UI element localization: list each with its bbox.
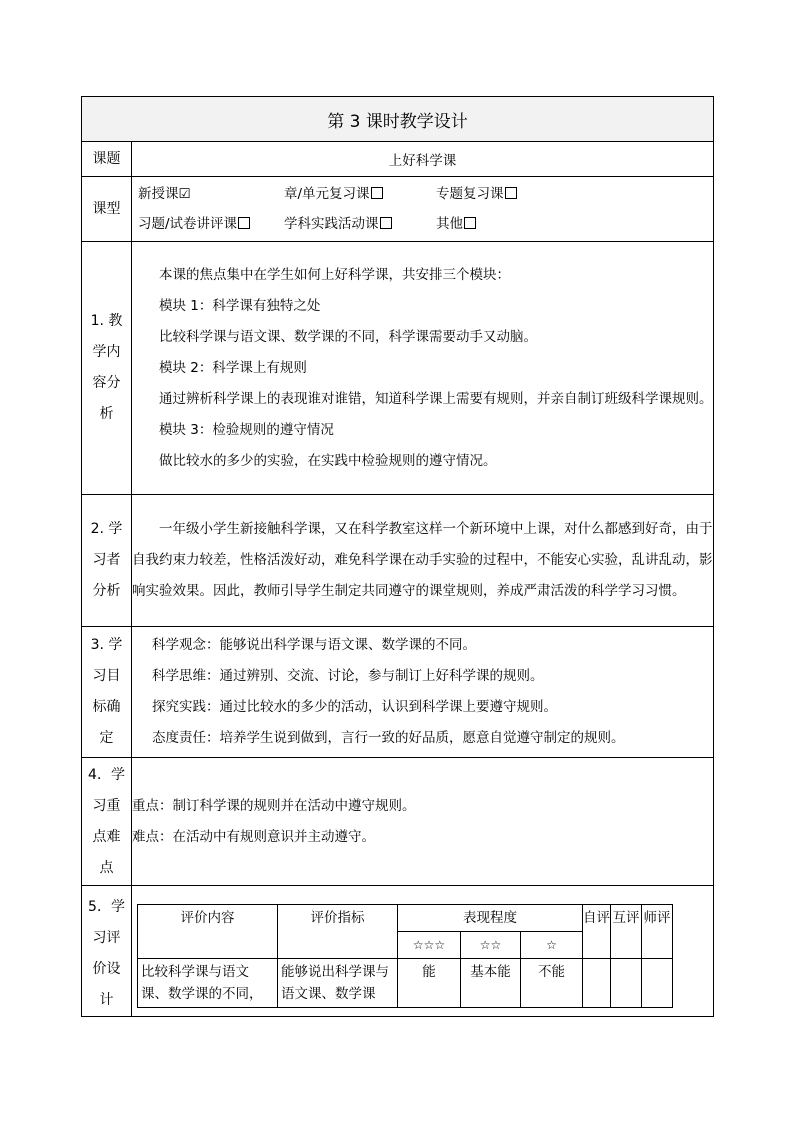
star-1-icon: ☆ <box>521 932 583 959</box>
difficulty-text: 难点：在活动中有规则意识并主动遵守。 <box>132 828 375 845</box>
eval-row-indicator: 能够说出科学课与语文课、数学课 <box>278 959 398 1008</box>
checkbox-icon <box>380 217 392 229</box>
lesson-plan-table <box>81 96 714 1017</box>
objectives-body <box>132 627 714 758</box>
eval-header-teacher: 师评 <box>642 905 673 959</box>
learner-paragraph: 一年级小学生新接触科学课，又在科学教室这样一个新环境中上课，对什么都感到好奇，由于自我约束力较差，性格活泼好动，难免科学课在动手实验的过程中，不能安心实验，乱讲乱动，影响实验效果。因此，教师引导学生制定共同遵守的课堂规则，养成严肃活泼的科学学习习惯。 <box>132 521 713 599</box>
eval-header-level: 表现程度 <box>398 905 583 932</box>
objectives-label: 3. 学习目标确定 <box>82 627 132 758</box>
key-points-label: 4．学习重点难点 <box>82 758 132 886</box>
objective-item: 科学思维：通过辨别、交流、讨论，参与制订上好科学课的规则。 <box>152 668 544 684</box>
document-title: 第 3 课时教学设计 <box>82 97 714 142</box>
evaluation-label: 5．学习评价设计 <box>82 886 132 1017</box>
evaluation-body <box>132 886 714 1017</box>
eval-row-level-1: 不能 <box>521 959 583 1008</box>
content-paragraph: 比较科学课与语文课、数学课的不同，科学课需要动手又动脑。 <box>159 328 537 345</box>
topic-value: 上好科学课 <box>132 142 714 177</box>
checkbox-icon <box>464 217 476 229</box>
content-paragraph: 本课的焦点集中在学生如何上好科学课，共安排三个模块： <box>159 266 510 283</box>
lesson-type-new: 新授课☑ <box>138 186 191 202</box>
eval-header-self: 自评 <box>583 905 611 959</box>
lesson-type-options <box>132 177 714 242</box>
content-paragraph: 通过辨析科学课上的表现谁对谁错，知道科学课上需要有规则，并亲自制订班级科学课规则。 <box>159 390 713 407</box>
eval-row-level-3: 能 <box>398 959 461 1008</box>
objective-item: 科学观念：能够说出科学课与语文课、数学课的不同。 <box>152 637 476 653</box>
content-analysis-label: 1. 教学内容分析 <box>82 242 132 495</box>
eval-header-peer: 互评 <box>611 905 642 959</box>
content-analysis-body <box>132 242 714 495</box>
eval-row-content: 比较科学课与语文课、数学课的不同， <box>138 959 278 1008</box>
checkbox-icon <box>238 217 250 229</box>
topic-label: 课题 <box>82 142 132 177</box>
content-paragraph: 模块 2：科学课上有规则 <box>159 359 307 376</box>
eval-row-peer[interactable] <box>611 959 642 1008</box>
content-paragraph: 模块 3：检验规则的遵守情况 <box>159 421 334 438</box>
learner-analysis-label: 2. 学习者分析 <box>82 495 132 627</box>
lesson-type-exercise: 习题/试卷讲评课 <box>138 209 284 239</box>
content-paragraph: 模块 1：科学课有独特之处 <box>159 297 321 314</box>
checkbox-icon <box>505 187 517 199</box>
eval-row-level-2: 基本能 <box>461 959 521 1008</box>
star-2-icon: ☆☆ <box>461 932 521 959</box>
eval-header-content: 评价内容 <box>138 905 278 959</box>
star-3-icon: ☆☆☆ <box>398 932 461 959</box>
key-points-body <box>132 758 714 886</box>
lesson-type-unit-review: 章/单元复习课 <box>284 179 436 209</box>
learner-analysis-body <box>132 495 714 627</box>
lesson-type-other: 其他 <box>436 209 476 239</box>
evaluation-table <box>137 904 673 1008</box>
content-paragraph: 做比较水的多少的实验，在实践中检验规则的遵守情况。 <box>159 452 497 469</box>
lesson-plan-page <box>81 96 713 1017</box>
objective-item: 探究实践：通过比较水的多少的活动，认识到科学课上要遵守规则。 <box>152 699 557 715</box>
lesson-type-practice: 学科实践活动课 <box>284 209 436 239</box>
eval-row-teacher[interactable] <box>642 959 673 1008</box>
lesson-type-label: 课型 <box>82 177 132 242</box>
objective-item: 态度责任：培养学生说到做到，言行一致的好品质，愿意自觉遵守制定的规则。 <box>152 730 625 746</box>
eval-header-indicator: 评价指标 <box>278 905 398 959</box>
checkbox-icon <box>371 187 383 199</box>
lesson-type-topic-review: 专题复习课 <box>436 179 517 209</box>
key-point-text: 重点：制订科学课的规则并在活动中遵守规则。 <box>132 797 416 814</box>
eval-row-self[interactable] <box>583 959 611 1008</box>
